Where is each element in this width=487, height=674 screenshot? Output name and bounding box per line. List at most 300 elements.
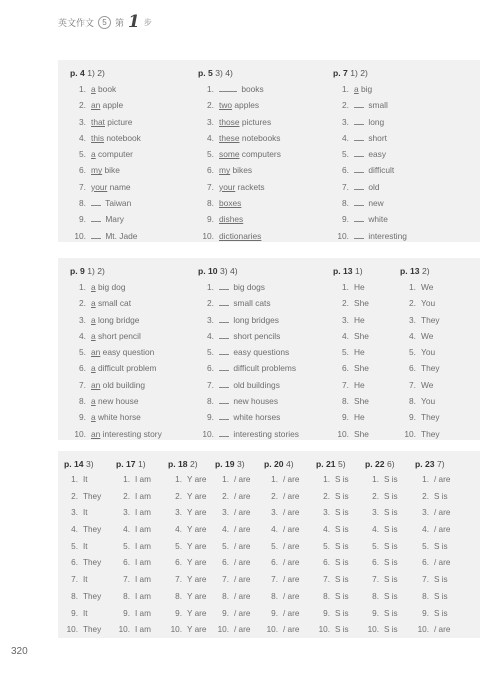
answer-row — [64, 589, 101, 606]
answer-row — [365, 622, 398, 639]
answer-text: Y are — [187, 558, 207, 568]
answer-number: 2. — [71, 491, 78, 501]
answer-number: 1. — [207, 282, 214, 292]
answer-number: 1. — [271, 475, 278, 484]
answer-number: 8. — [323, 591, 330, 601]
answer-number: 4. — [342, 132, 349, 143]
column-title — [333, 68, 407, 78]
answer-row — [198, 81, 281, 97]
answer-number: 2. — [79, 298, 86, 309]
column-page-label: p. 19 — [215, 459, 235, 469]
header-prefix: 英文作文 — [58, 18, 95, 28]
answer-text: notebook — [104, 132, 141, 143]
answer-row — [64, 505, 101, 522]
answer-row — [168, 589, 206, 606]
answer-text: easy — [366, 149, 387, 160]
answer-text: / are — [283, 608, 300, 618]
answer-number: 5. — [79, 347, 86, 358]
answer-number: 1. — [175, 475, 182, 484]
answer-column — [64, 459, 101, 639]
answer-number: 9. — [372, 608, 379, 618]
answer-text: / are — [234, 575, 251, 585]
column-exercise-label: 5) — [337, 459, 346, 469]
answer-text: She — [354, 330, 369, 341]
answer-row — [198, 97, 281, 113]
answer-text: notebooks — [239, 132, 281, 143]
answer-underlined: your — [91, 181, 108, 192]
column-page-label: p. 22 — [365, 459, 385, 469]
answer-text: S is — [335, 525, 349, 535]
answer-number: 7. — [422, 575, 429, 585]
answer-text: short — [366, 132, 387, 143]
answer-text: I am — [135, 558, 151, 568]
answer-text: S is — [335, 541, 349, 551]
answer-number: 6. — [207, 363, 214, 374]
answer-underlined: my — [219, 165, 231, 176]
answer-row — [316, 622, 349, 639]
answer-text: Mary — [103, 214, 124, 225]
answer-number: 5. — [123, 541, 130, 551]
answer-row — [333, 228, 407, 244]
answer-text: interesting stories — [231, 428, 299, 439]
answer-number: 7. — [409, 379, 416, 390]
answer-text: S is — [434, 541, 448, 551]
answer-blank — [91, 229, 101, 239]
answer-number: 3. — [409, 314, 416, 325]
answer-number: 8. — [271, 591, 278, 601]
answer-number: 7. — [79, 181, 86, 192]
answer-row — [264, 489, 299, 506]
answer-number: 5. — [372, 541, 379, 551]
answer-row — [168, 472, 206, 489]
answer-text: It — [83, 541, 88, 551]
answer-number: 4. — [175, 525, 182, 535]
answer-row — [415, 589, 450, 606]
answer-row — [333, 81, 407, 97]
answer-row — [70, 360, 162, 376]
answer-text: Y are — [187, 541, 207, 551]
answer-underlined: a — [91, 396, 96, 407]
answer-text: big — [358, 84, 373, 94]
answer-text: I am — [135, 525, 151, 535]
answer-text: books — [239, 84, 264, 94]
column-page-label: p. 17 — [116, 459, 136, 469]
answer-column — [70, 266, 162, 442]
answer-row — [415, 572, 450, 589]
answer-number: 7. — [342, 379, 349, 390]
step-unit: 步 — [143, 18, 152, 27]
column-page-label: p. 20 — [264, 459, 284, 469]
answer-row — [168, 489, 206, 506]
answer-row — [70, 146, 141, 162]
answer-row — [333, 114, 407, 130]
column-page-label: p. 7 — [333, 68, 348, 78]
answer-number: 9. — [409, 412, 416, 423]
answer-text: S is — [335, 508, 349, 518]
answer-number: 6. — [342, 363, 349, 374]
answer-row — [365, 606, 398, 623]
answer-row — [400, 360, 440, 376]
answer-row — [365, 522, 398, 539]
answer-row — [64, 555, 101, 572]
answer-text: S is — [335, 591, 349, 601]
answer-number: 6. — [79, 165, 86, 176]
answer-blank — [354, 212, 364, 222]
answer-number: 8. — [342, 396, 349, 407]
answer-text: long bridges — [231, 314, 279, 325]
answer-number: 4. — [342, 330, 349, 341]
answer-row — [365, 505, 398, 522]
column-title — [70, 266, 162, 276]
answer-number: 7. — [222, 575, 229, 585]
answer-text: It — [83, 608, 88, 618]
answer-number: 4. — [79, 330, 86, 341]
column-page-label: p. 13 — [400, 266, 420, 276]
answer-number: 9. — [175, 608, 182, 618]
answer-row — [415, 555, 450, 572]
column-exercise-label: 7) — [436, 459, 445, 469]
answer-text: S is — [384, 541, 398, 551]
answer-underlined: dishes — [219, 214, 244, 225]
answer-row — [215, 539, 250, 556]
answer-row — [316, 572, 349, 589]
answer-number: 2. — [271, 491, 278, 501]
answer-row — [70, 81, 141, 97]
answer-row — [333, 312, 369, 328]
answer-blank — [354, 115, 364, 125]
answer-blank — [354, 163, 364, 173]
answer-number: 2. — [372, 491, 379, 501]
answer-row — [316, 522, 349, 539]
answer-number: 3. — [342, 314, 349, 325]
answer-number: 8. — [409, 396, 416, 407]
answer-column — [168, 459, 206, 639]
answer-number: 8. — [79, 198, 86, 209]
answer-blank — [219, 427, 229, 437]
answer-number: 1. — [222, 475, 229, 484]
answer-column — [198, 68, 281, 244]
answer-blank — [219, 82, 237, 92]
answer-row — [215, 489, 250, 506]
answer-column — [333, 266, 369, 442]
answer-number: 6. — [422, 558, 429, 568]
answer-number: 2. — [123, 491, 130, 501]
answer-number: 3. — [222, 508, 229, 518]
answer-text: Mt. Jade — [103, 230, 138, 241]
answer-row — [215, 589, 250, 606]
answer-blank — [219, 329, 229, 339]
answer-blank — [354, 229, 364, 239]
answer-row — [264, 472, 299, 489]
column-exercise-label: 1) 2) — [350, 68, 368, 78]
answer-text: You — [421, 396, 436, 407]
answer-row — [400, 344, 440, 360]
answer-number: 10. — [74, 230, 86, 241]
answer-row — [316, 489, 349, 506]
answer-number: 6. — [323, 558, 330, 568]
answer-number: 3. — [79, 314, 86, 325]
answer-text: He — [354, 412, 365, 423]
answer-number: 2. — [207, 298, 214, 309]
answer-row — [168, 572, 206, 589]
answer-underlined: your — [219, 181, 236, 192]
answer-row — [116, 489, 151, 506]
answer-row — [116, 555, 151, 572]
answer-underlined: this — [91, 132, 105, 143]
answer-row — [116, 589, 151, 606]
answer-text: / are — [434, 625, 451, 635]
answer-row — [70, 328, 162, 344]
answer-text: bike — [102, 165, 120, 176]
column-title — [365, 459, 398, 469]
answer-underlined: a — [91, 282, 96, 292]
answer-row — [333, 211, 407, 227]
answer-row — [198, 228, 281, 244]
answer-text: / are — [234, 525, 251, 535]
answer-number: 10. — [417, 625, 429, 635]
answer-text: S is — [384, 491, 398, 501]
answer-underlined: a — [91, 412, 96, 423]
answer-text: S is — [335, 491, 349, 501]
answer-number: 10. — [66, 625, 78, 635]
column-exercise-label: 1) — [354, 266, 363, 276]
answer-number: 9. — [79, 214, 86, 225]
answer-row — [64, 539, 101, 556]
answer-underlined: an — [91, 428, 101, 439]
answer-number: 5. — [207, 347, 214, 358]
answer-number: 6. — [222, 558, 229, 568]
answer-text: S is — [335, 475, 349, 484]
answer-blank — [354, 196, 364, 206]
answer-row — [264, 522, 299, 539]
column-page-label: p. 10 — [198, 266, 218, 276]
answer-row — [64, 472, 101, 489]
answer-row — [70, 377, 162, 393]
column-title — [215, 459, 250, 469]
step-number: 1 — [128, 12, 140, 32]
answer-number: 10. — [202, 230, 214, 241]
answer-number: 1. — [79, 282, 86, 292]
answer-text: S is — [384, 575, 398, 585]
answer-text: They — [421, 363, 440, 374]
answer-row — [400, 393, 440, 409]
answer-number: 5. — [323, 541, 330, 551]
column-exercise-label: 1) 2) — [87, 68, 105, 78]
answer-blank — [219, 296, 229, 306]
answer-number: 7. — [271, 575, 278, 585]
answer-number: 7. — [207, 181, 214, 192]
answer-number: 8. — [422, 591, 429, 601]
answer-text: easy question — [100, 347, 155, 358]
column-exercise-label: 2) — [189, 459, 198, 469]
answer-row — [365, 489, 398, 506]
answer-row — [70, 409, 162, 425]
answer-row — [215, 472, 250, 489]
answer-text: / are — [234, 541, 251, 551]
answer-text: They — [421, 412, 440, 423]
answer-row — [116, 505, 151, 522]
answer-number: 1. — [79, 84, 86, 94]
answer-text: It — [83, 575, 88, 585]
answer-text: / are — [234, 491, 251, 501]
column-exercise-label: 3) 4) — [215, 68, 233, 78]
column-title — [333, 266, 369, 276]
answer-row — [198, 312, 299, 328]
answer-row — [415, 505, 450, 522]
answer-text: They — [83, 558, 102, 568]
answer-number: 10. — [266, 625, 278, 635]
answer-text: I am — [135, 608, 151, 618]
answer-row — [333, 179, 407, 195]
answer-text: small cat — [95, 298, 132, 309]
answer-number: 5. — [342, 149, 349, 160]
answer-row — [316, 472, 349, 489]
answer-number: 4. — [123, 525, 130, 535]
answer-row — [333, 328, 369, 344]
answer-text: book — [95, 84, 117, 94]
answer-text: / are — [283, 491, 300, 501]
answer-row — [316, 539, 349, 556]
answer-row — [70, 426, 162, 442]
column-exercise-label: 1) 2) — [87, 266, 105, 276]
answer-blank — [219, 345, 229, 355]
answer-row — [70, 312, 162, 328]
answer-number: 4. — [271, 525, 278, 535]
answer-number: 1. — [342, 282, 349, 292]
column-exercise-label: 2) — [421, 266, 430, 276]
answer-text: S is — [384, 508, 398, 518]
answer-row — [333, 426, 369, 442]
answer-number: 1. — [422, 475, 429, 484]
answer-blank — [219, 313, 229, 323]
answer-number: 10. — [404, 428, 416, 439]
answer-text: They — [83, 491, 102, 501]
answer-blank — [219, 378, 229, 388]
answer-row — [215, 505, 250, 522]
answer-number: 5. — [342, 347, 349, 358]
answer-number: 7. — [71, 575, 78, 585]
answer-panel-2 — [58, 258, 480, 440]
answer-blank — [354, 131, 364, 141]
answer-text: / are — [234, 591, 251, 601]
answer-text: difficult problems — [231, 363, 297, 374]
column-exercise-label: 3) — [85, 459, 94, 469]
answer-number: 9. — [222, 608, 229, 618]
answer-row — [64, 622, 101, 639]
answer-row — [116, 522, 151, 539]
answer-text: You — [421, 298, 436, 309]
answer-text: / are — [283, 541, 300, 551]
answer-row — [333, 130, 407, 146]
answer-panel-3 — [58, 451, 480, 638]
answer-text: I am — [135, 475, 151, 484]
page-header — [58, 14, 152, 31]
answer-text: He — [354, 347, 365, 358]
column-exercise-label: 1) — [137, 459, 146, 469]
answer-number: 10. — [74, 428, 86, 439]
answer-row — [198, 377, 299, 393]
answer-underlined: a — [91, 314, 96, 325]
answer-number: 8. — [175, 591, 182, 601]
column-exercise-label: 4) — [285, 459, 294, 469]
answer-number: 9. — [79, 412, 86, 423]
answer-text: apples — [232, 100, 260, 111]
answer-row — [316, 505, 349, 522]
column-page-label: p. 23 — [415, 459, 435, 469]
answer-row — [198, 179, 281, 195]
answer-row — [198, 114, 281, 130]
answer-number: 1. — [372, 475, 379, 484]
answer-row — [70, 228, 141, 244]
answer-text: small cats — [231, 298, 271, 309]
answer-row — [264, 572, 299, 589]
column-title — [116, 459, 151, 469]
answer-text: I am — [135, 508, 151, 518]
answer-underlined: those — [219, 116, 240, 127]
answer-text: / are — [434, 558, 451, 568]
answer-text: / are — [283, 558, 300, 568]
answer-row — [198, 360, 299, 376]
answer-blank — [219, 361, 229, 371]
answer-number: 9. — [207, 214, 214, 225]
answer-row — [116, 622, 151, 639]
answer-row — [316, 606, 349, 623]
answer-text: pictures — [239, 116, 272, 127]
answer-row — [333, 409, 369, 425]
answer-number: 10. — [337, 428, 349, 439]
answer-number: 6. — [271, 558, 278, 568]
answer-row — [400, 328, 440, 344]
answer-number: 1. — [71, 475, 78, 484]
answer-row — [70, 211, 141, 227]
answer-number: 9. — [71, 608, 78, 618]
answer-number: 3. — [175, 508, 182, 518]
column-title — [264, 459, 299, 469]
column-page-label: p. 13 — [333, 266, 353, 276]
answer-number: 4. — [409, 330, 416, 341]
answer-row — [168, 505, 206, 522]
answer-column — [415, 459, 450, 639]
answer-underlined: a — [91, 149, 96, 160]
answer-number: 4. — [207, 330, 214, 341]
answer-text: We — [421, 282, 434, 292]
answer-row — [70, 344, 162, 360]
answer-text: Y are — [187, 475, 207, 484]
answer-text: difficult problem — [95, 363, 157, 374]
answer-text: S is — [335, 558, 349, 568]
answer-text: It — [83, 508, 88, 518]
step-circle-badge: 5 — [98, 16, 111, 29]
answer-row — [168, 622, 206, 639]
answer-row — [400, 377, 440, 393]
answer-number: 2. — [207, 100, 214, 111]
answer-number: 3. — [342, 116, 349, 127]
answer-row — [333, 393, 369, 409]
answer-number: 3. — [123, 508, 130, 518]
answer-text: They — [83, 525, 102, 535]
answer-text: easy questions — [231, 347, 290, 358]
answer-number: 4. — [422, 525, 429, 535]
answer-underlined: some — [219, 149, 240, 160]
answer-row — [365, 539, 398, 556]
answer-text: new houses — [231, 396, 279, 407]
answer-text: You — [421, 347, 436, 358]
answer-row — [198, 195, 281, 211]
answer-row — [415, 472, 450, 489]
answer-column — [400, 266, 440, 442]
answer-number: 3. — [207, 116, 214, 127]
answer-number: 3. — [323, 508, 330, 518]
